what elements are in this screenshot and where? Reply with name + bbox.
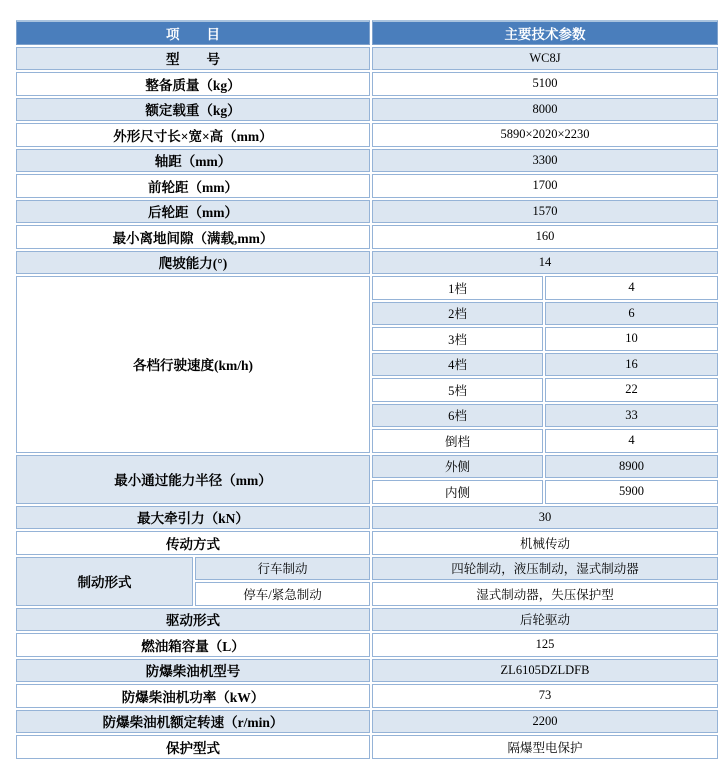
table-row [16, 251, 718, 275]
row-value: 125 [372, 633, 718, 657]
speed-section-label: 各档行驶速度(km/h) [16, 276, 370, 453]
row-label: 最大牵引力（kN） [16, 506, 370, 530]
row-label: 后轮距（mm） [16, 200, 370, 224]
gear-label: 2档 [372, 302, 543, 326]
row-value: 5890×2020×2230 [372, 123, 718, 147]
brake-section-label: 制动形式 [16, 557, 193, 606]
table-row [16, 506, 718, 530]
row-value: 后轮驱动 [372, 608, 718, 632]
gear-value: 33 [545, 404, 718, 428]
row-label: 防爆柴油机型号 [16, 659, 370, 683]
table-row [16, 633, 718, 657]
gear-label: 1档 [372, 276, 543, 300]
gear-value: 6 [545, 302, 718, 326]
radius-side: 外侧 [372, 455, 543, 479]
row-label: 防爆柴油机功率（kW） [16, 684, 370, 708]
row-label: 整备质量（kg） [16, 72, 370, 96]
row-value: 隔爆型电保护 [372, 735, 718, 759]
radius-side: 内侧 [372, 480, 543, 504]
table-row [16, 98, 718, 122]
row-value: 14 [372, 251, 718, 275]
gear-label: 4档 [372, 353, 543, 377]
row-value: 73 [372, 684, 718, 708]
row-label: 额定载重（kg） [16, 98, 370, 122]
brake-value: 湿式制动器，失压保护型 [372, 582, 718, 606]
table-row [16, 276, 718, 300]
table-row [16, 710, 718, 734]
row-label: 型 号 [16, 47, 370, 71]
gear-value: 4 [545, 429, 718, 453]
row-label: 外形尺寸长×宽×高（mm） [16, 123, 370, 147]
row-value: 160 [372, 225, 718, 249]
gear-value: 10 [545, 327, 718, 351]
row-value: 3300 [372, 149, 718, 173]
gear-value: 4 [545, 276, 718, 300]
table-row [16, 735, 718, 759]
brake-type: 行车制动 [195, 557, 370, 581]
brake-value: 四轮制动，液压制动，湿式制动器 [372, 557, 718, 581]
header-item-cell: 项 目 [16, 20, 370, 45]
gear-label: 6档 [372, 404, 543, 428]
row-value: ZL6105DZLDFB [372, 659, 718, 683]
table-row [16, 47, 718, 71]
table-row [16, 455, 718, 479]
row-value: 2200 [372, 710, 718, 734]
row-value: 机械传动 [372, 531, 718, 555]
row-value: WC8J [372, 47, 718, 71]
table-row [16, 149, 718, 173]
row-label: 最小离地间隙（满载,mm） [16, 225, 370, 249]
row-label: 保护型式 [16, 735, 370, 759]
row-value: 5100 [372, 72, 718, 96]
header-param-cell: 主要技术参数 [372, 20, 718, 45]
table-row [16, 608, 718, 632]
row-label: 传动方式 [16, 531, 370, 555]
gear-label: 倒档 [372, 429, 543, 453]
row-label: 爬坡能力(°) [16, 251, 370, 275]
radius-value: 5900 [545, 480, 718, 504]
table-row [16, 684, 718, 708]
gear-value: 22 [545, 378, 718, 402]
row-label: 前轮距（mm） [16, 174, 370, 198]
gear-label: 5档 [372, 378, 543, 402]
table-row [16, 200, 718, 224]
table-row [16, 557, 718, 581]
row-value: 1570 [372, 200, 718, 224]
spec-table [14, 18, 720, 761]
table-row [16, 659, 718, 683]
row-label: 防爆柴油机额定转速（r/min） [16, 710, 370, 734]
radius-section-label: 最小通过能力半径（mm） [16, 455, 370, 504]
radius-value: 8900 [545, 455, 718, 479]
row-label: 轴距（mm） [16, 149, 370, 173]
table-row [16, 174, 718, 198]
row-value: 30 [372, 506, 718, 530]
table-header-row [16, 20, 718, 45]
table-row [16, 123, 718, 147]
row-value: 8000 [372, 98, 718, 122]
table-row [16, 531, 718, 555]
gear-value: 16 [545, 353, 718, 377]
row-label: 燃油箱容量（L） [16, 633, 370, 657]
brake-type: 停车/紧急制动 [195, 582, 370, 606]
gear-label: 3档 [372, 327, 543, 351]
table-row [16, 72, 718, 96]
row-label: 驱动形式 [16, 608, 370, 632]
row-value: 1700 [372, 174, 718, 198]
table-row [16, 225, 718, 249]
